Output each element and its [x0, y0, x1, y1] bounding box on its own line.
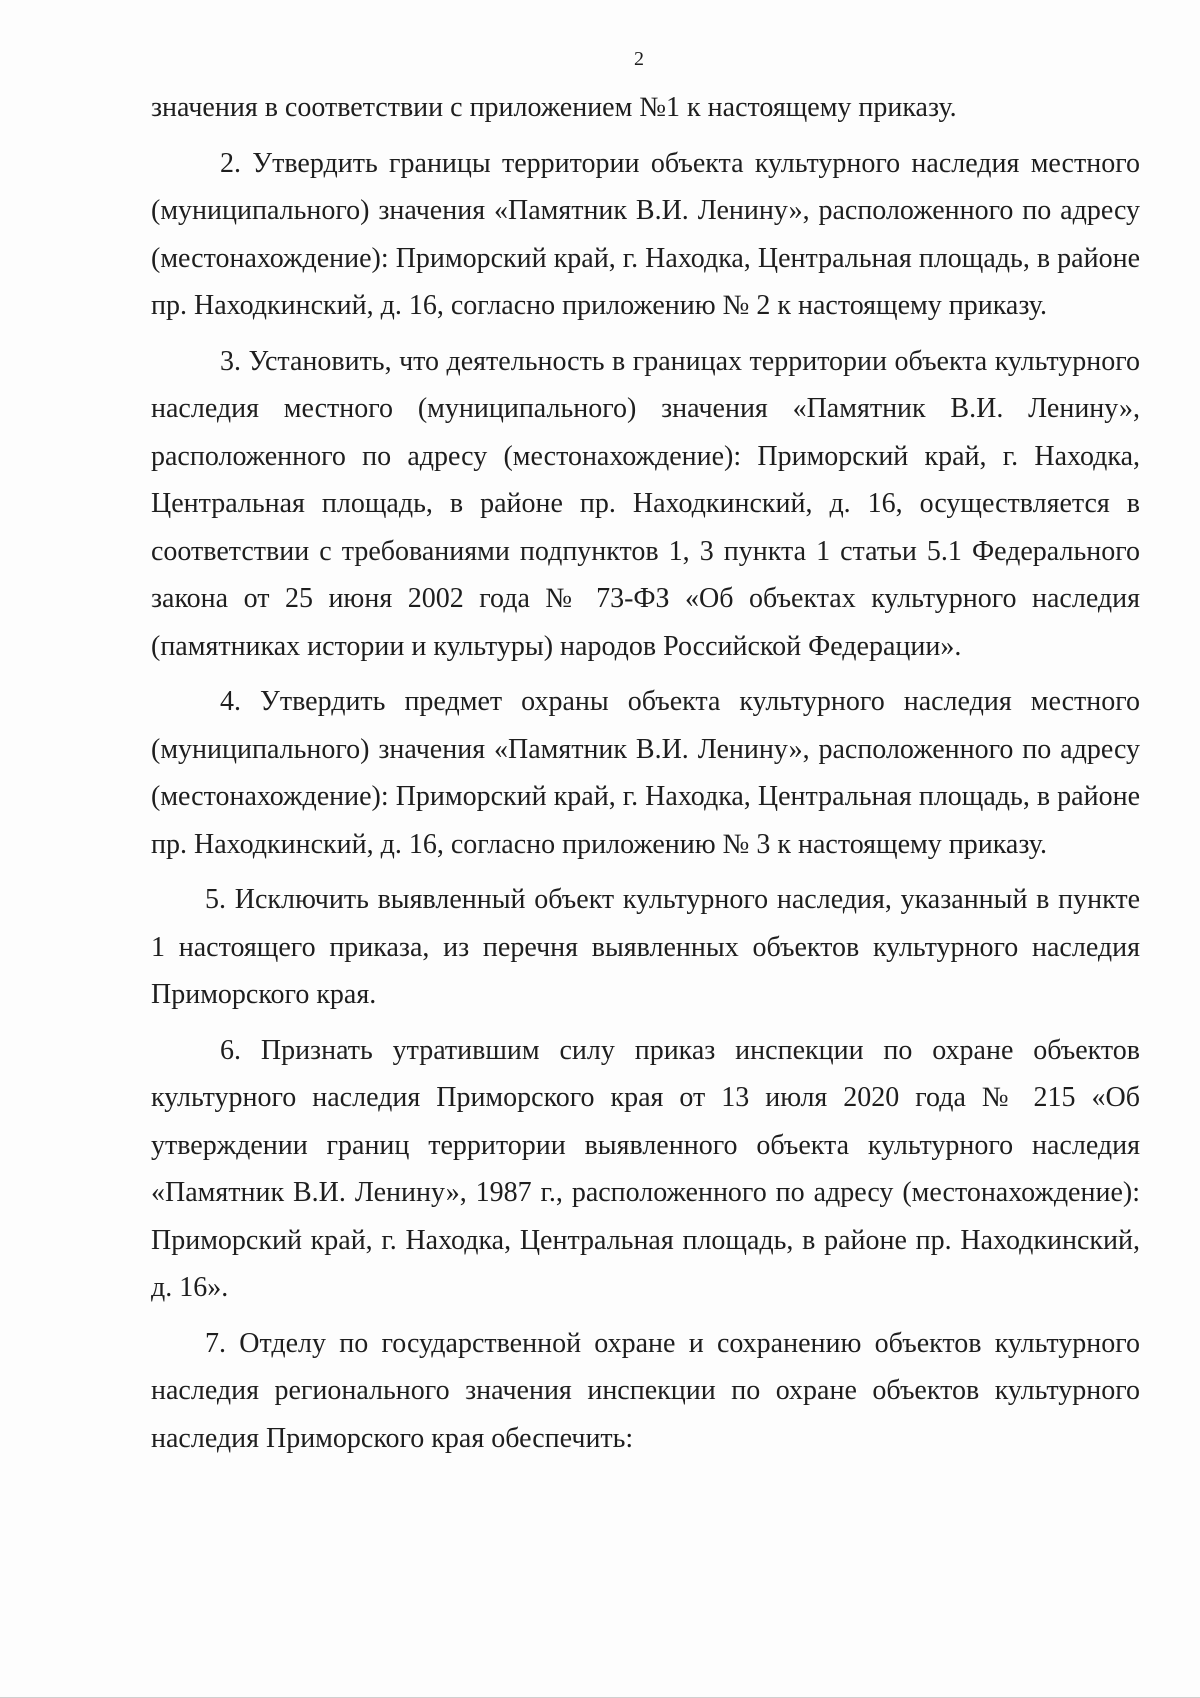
document-body: [151, 84, 1140, 1470]
paragraph-item-4: 4. Утвердить предмет охраны объекта культурного наследия местного (муниципального) значения «Памятник В.И. Ленину», расположенного по адресу (местонахождение): Приморский край, г. Находка, Центральная площадь, в районе пр. Находкинский, д. 16, согласно приложению № 3 к настоящему приказу.: [151, 686, 1140, 860]
paragraph-item-5: 5. Исключить выявленный объект культурного наследия, указанный в пункте 1 настоящего приказа, из перечня выявленных объектов культурного наследия Приморского края.: [151, 884, 1140, 1010]
paragraph-continuation: значения в соответствии с приложением №1 к настоящему приказу.: [151, 92, 957, 123]
paragraph-item-6: 6. Признать утратившим силу приказ инспекции по охране объектов культурного наследия Приморского края от 13 июля 2020 года № 215 «Об утверждении границ территории выявленного объекта культурного наследия «Памятник В.И. Ленину», 1987 г., расположенного по адресу (местонахождение): Приморский край, г. Находка, Центральная площадь, в районе пр. Находкинский, д. 16».: [151, 1034, 1140, 1303]
page-number: 2: [634, 48, 644, 70]
paragraph-item-7: 7. Отделу по государственной охране и сохранению объектов культурного наследия регионального значения инспекции по охране объектов культурного наследия Приморского края обеспечить:: [151, 1327, 1140, 1454]
paragraph-item-3: 3. Установить, что деятельность в границах территории объекта культурного наследия местного (муниципального) значения «Памятник В.И. Ленину», расположенного по адресу (местонахождение): Приморский край, г. Находка, Центральная площадь, в районе пр. Находкинский, д. 16, осуществляется в соответствии с требованиями подпунктов 1, 3 пункта 1 статьи 5.1 Федерального закона от 25 июня 2002 года № 73-ФЗ «Об объектах культурного наследия (памятниках истории и культуры) народов Российской Федерации».: [151, 345, 1140, 662]
paragraph-item-2: 2. Утвердить границы территории объекта культурного наследия местного (муниципального) значения «Памятник В.И. Ленину», расположенного по адресу (местонахождение): Приморский край, г. Находка, Центральная площадь, в районе пр. Находкинский, д. 16, согласно приложению № 2 к настоящему приказу.: [151, 147, 1140, 321]
